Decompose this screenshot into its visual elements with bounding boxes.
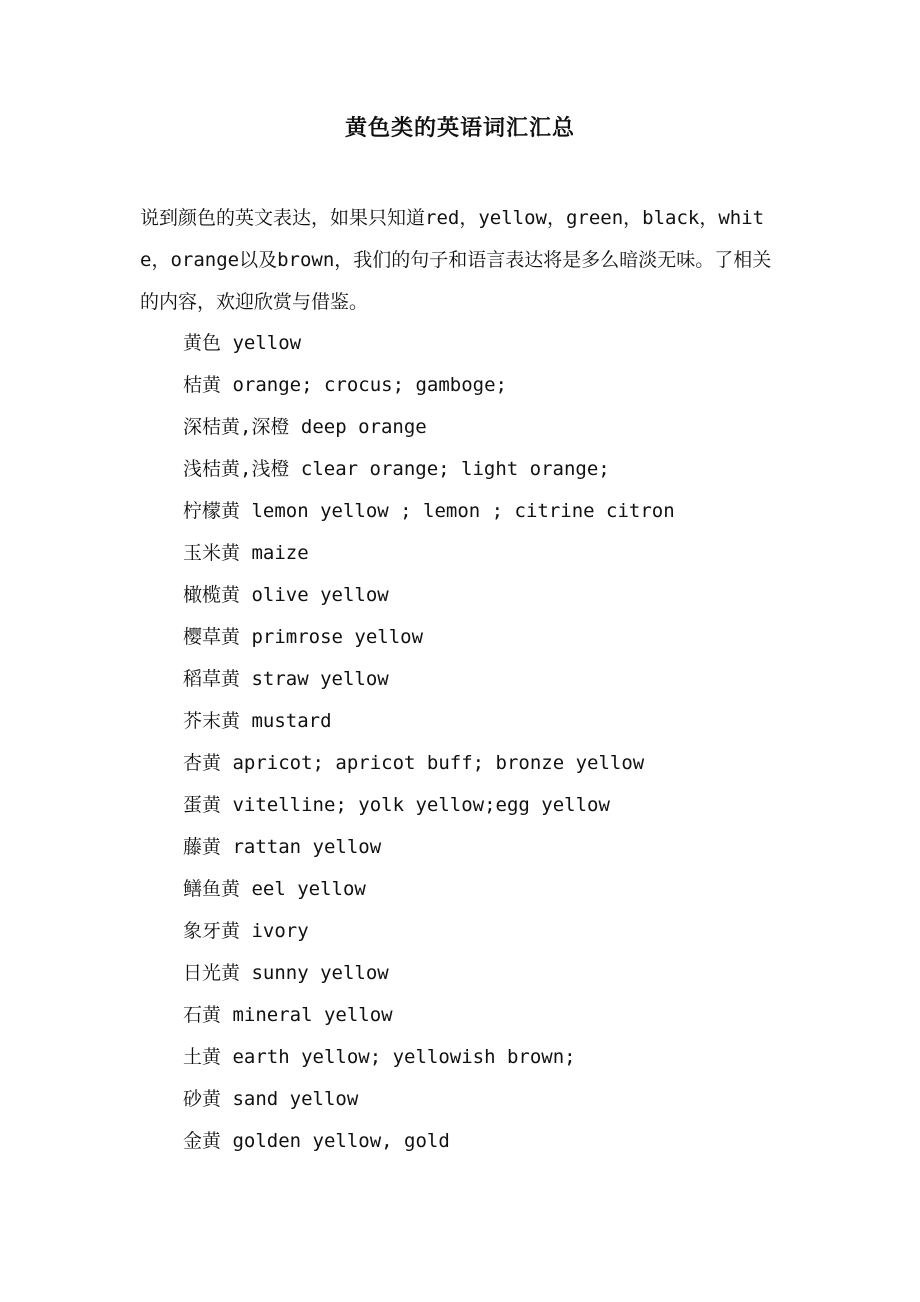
intro-paragraph: 说到颜色的英文表达，如果只知道red，yellow，green，black，white，orange以及brown，我们的句子和语言表达将是多么暗淡无味。了相关的内容，欢迎欣赏与借鉴。 (140, 207, 772, 313)
vocab-entry: 金黄 golden yellow, gold (183, 1130, 450, 1152)
vocab-entry: 日光黄 sunny yellow (183, 962, 389, 984)
vocab-entry: 黄色 yellow (183, 332, 302, 354)
vocab-entry: 橄榄黄 olive yellow (183, 584, 389, 606)
vocab-entry: 桔黄 orange; crocus; gamboge; (183, 374, 507, 396)
vocab-entry: 深桔黄,深橙 deep orange (183, 416, 427, 438)
vocab-entry: 樱草黄 primrose yellow (183, 626, 424, 648)
vocab-entry: 土黄 earth yellow; yellowish brown; (183, 1046, 576, 1068)
vocab-entry: 浅桔黄,浅橙 clear orange; light orange; (183, 458, 610, 480)
document-title: 黄色类的英语词汇汇总 (344, 115, 575, 141)
vocab-entry: 鳝鱼黄 eel yellow (183, 878, 366, 900)
vocab-entry: 藤黄 rattan yellow (183, 836, 382, 858)
vocab-entry: 柠檬黄 lemon yellow ; lemon ; citrine citron (183, 500, 675, 522)
vocab-entry: 芥末黄 mustard (183, 710, 332, 732)
vocabulary-list (183, 322, 675, 1162)
vocab-entry: 玉米黄 maize (183, 542, 309, 564)
vocab-entry: 象牙黄 ivory (183, 920, 309, 942)
vocab-entry: 砂黄 sand yellow (183, 1088, 359, 1110)
vocab-entry: 蛋黄 vitelline; yolk yellow;egg yellow (183, 794, 610, 816)
vocab-entry: 石黄 mineral yellow (183, 1004, 393, 1026)
vocab-entry: 杏黄 apricot; apricot buff; bronze yellow (183, 752, 645, 774)
vocab-entry: 稻草黄 straw yellow (183, 668, 389, 690)
